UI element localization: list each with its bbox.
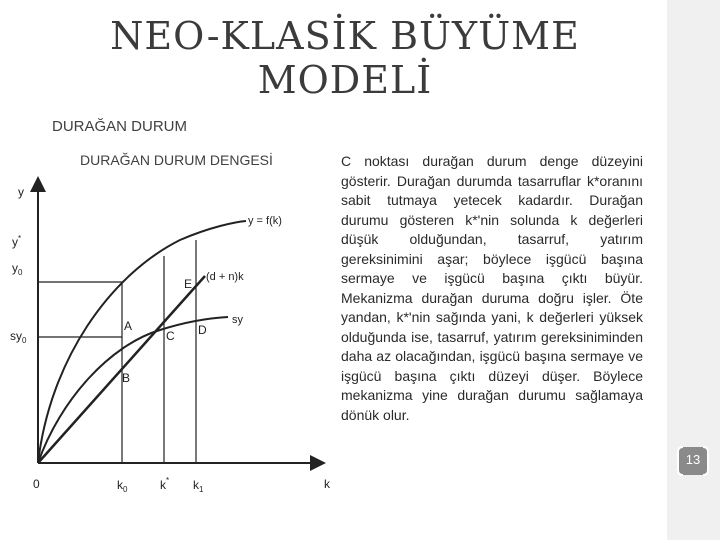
point-d-label: D (198, 323, 207, 337)
point-c-label: C (166, 329, 175, 343)
point-b-label: B (122, 371, 131, 385)
investment-line-label: (d + n)k (206, 271, 244, 283)
production-curve-label: y = f(k) (248, 215, 282, 227)
savings-curve-label: sy (232, 314, 243, 326)
page-number: 13 (685, 452, 701, 467)
origin-label: 0 (33, 477, 40, 491)
slide-subtitle: DURAĞAN DURUM (52, 118, 187, 135)
explanation-text: C noktası durağan durum denge düzeyini gösterir. Durağan durumda tasarruflar k*oranını sabit tutmaya yetecek kadardır. Durağan durumu gösteren k*'nin solunda k değerleri düşük olduğundan, tasarruf, yatırım gereksinimini aşar; böylece işgücü başına sermaye ve işgücü başına çıktı büyür. Mekanizma durağan duruma doğru işler. Öte yandan, k*'nin sağında yani, k değerleri yüksek olduğunda ise, tasarruf, yatırım gereksiniminden daha az olacağından, işgücü başına sermaye ve işgücü başına çıktı düzeyi düşer. Böylece mekanizma yine durağan durumu sağlamaya dönük olur. (341, 153, 643, 423)
y0-label: $y_0$ (12, 261, 23, 277)
kstar-label: k* (160, 476, 170, 492)
y-axis-label: y (18, 185, 24, 199)
y-star-label: y* (12, 234, 22, 249)
savings-curve (38, 317, 228, 463)
slide-title: NEO-KLASİK BÜYÜME MODELİ (110, 14, 580, 102)
sy0-label: $sy_0$ (10, 329, 27, 345)
steady-state-diagram (0, 172, 340, 502)
point-a-label: A (124, 319, 133, 333)
point-e-label: E (184, 277, 193, 291)
x-axis-label: k (324, 477, 330, 491)
k1-label: $k_1$ (193, 478, 204, 494)
k0-label: $k_0$ (117, 478, 128, 494)
diagram-title: DURAĞAN DURUM DENGESİ (80, 152, 273, 168)
